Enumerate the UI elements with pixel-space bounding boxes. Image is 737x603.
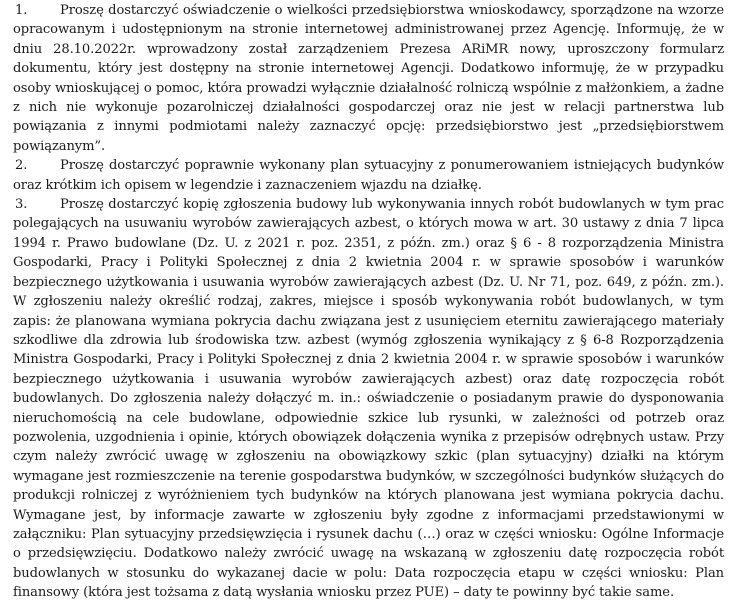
list-item-3	[13, 195, 724, 603]
item-number: 3.	[15, 197, 28, 213]
item-text: Proszę dostarczyć oświadczenie o wielkości przedsiębiorstwa wnioskodawcy, sporządzone na wzorze opracowanym i udostępnionym na stronie internetowej administrowanej przez Agencję. Informuję, że w dniu 28.10.2022r. wprowadzony został zarządzeniem Prezesa ARiMR nowy, uproszczony formularz dokumentu, który jest dostępny na stronie internetowej Agencji. Dodatkowo informuję, że w przypadku osoby wnioskującej o pomoc, która prowadzi wyłącznie działalność rolniczą wspólnie z małżonkiem, a żadne z nich nie wykonuje pozarolniczej działalności gospodarczej oraz nie jest w relacji partnerstwa lub powiązania z innymi podmiotami należy zaznaczyć opcję: przedsiębiorstwo jest „przedsiębiorstwem powiązanym”.	[13, 3, 724, 154]
item-text: Proszę dostarczyć kopię zgłoszenia budowy lub wykonywania innych robót budowlanych w tym prac polegających na usuwaniu wyrobów zawierających azbest, o których mowa w art. 30 ustawy z dnia 7 lipca 1994 r. Prawo budowlane (Dz. U. z 2021 r. poz. 2351, z późn. zm.) oraz § 6 - 8 rozporządzenia Ministra Gospodarki, Pracy i Polityki Społecznej z dnia 2 kwietnia 2004 r. w sprawie sposobów i warunków bezpiecznego użytkowania i usuwania wyrobów zawierających azbest (Dz. U. Nr 71, poz. 649, z późn. zm.). W zgłoszeniu należy określić rodzaj, zakres, miejsce i sposób wykonywania robót budowlanych, w tym zapis: że planowana wymiana pokrycia dachu związana jest z usunięciem eternitu zawierającego materiały szkodliwe dla zdrowia lub środowiska tzw. azbest (wymóg zgłoszenia wynikający z § 6-8 Rozporządzenia Ministra Gospodarki, Pracy i Polityki Społecznej z dnia 2 kwietnia 2004 r. w sprawie sposobów i warunków bezpiecznego użytkowania i usuwania wyrobów zawierających azbest) oraz datę rozpoczęcia robót budowlanych. Do zgłoszenia należy dołączyć m. in.: oświadczenie o posiadanym prawie do dysponowania nieruchomością na cele budowlane, odpowiednie szkice lub rysunki, w zależności od potrzeb oraz pozwolenia, uzgodnienia i opinie, których obowiązek dołączenia wynika z przepisów odrębnych ustaw. Przy czym należy zwrócić uwagę w zgłoszeniu na obowiązkowy szkic (plan sytuacyjny) działki na którym wymagane jest rozmieszczenie na terenie gospodarstwa budynków, w szczególności budynków służących do produkcji rolniczej z wyróżnieniem tych budynków na których planowana jest wymiana pokrycia dachu. Wymagane jest, by informacje zawarte w zgłoszeniu były zgodne z informacjami przedstawionymi w załączniku: Plan sytuacyjny przedsięwzięcia i rysunek dachu (…) oraz w części wniosku: Ogólne Informacje o przedsięwzięciu. Dodatkowo należy zwrócić uwagę na wskazaną w zgłoszeniu datę rozpoczęcia robót budowlanych w stosunku do wykazanej dacie w polu: Data rozpoczęcia etapu w części wniosku: Plan finansowy (która jest tożsama z datą wysłania wniosku przez PUE) – daty te powinny być takie same.	[13, 197, 724, 601]
list-item-2	[13, 156, 724, 195]
item-number: 2.	[15, 158, 28, 174]
list-item-1	[13, 1, 724, 156]
item-text: Proszę dostarczyć poprawnie wykonany plan sytuacyjny z ponumerowaniem istniejących budynków oraz krótkim ich opisem w legendzie i zaznaczeniem wjazdu na działkę.	[13, 158, 724, 193]
item-number: 1.	[15, 3, 28, 18]
